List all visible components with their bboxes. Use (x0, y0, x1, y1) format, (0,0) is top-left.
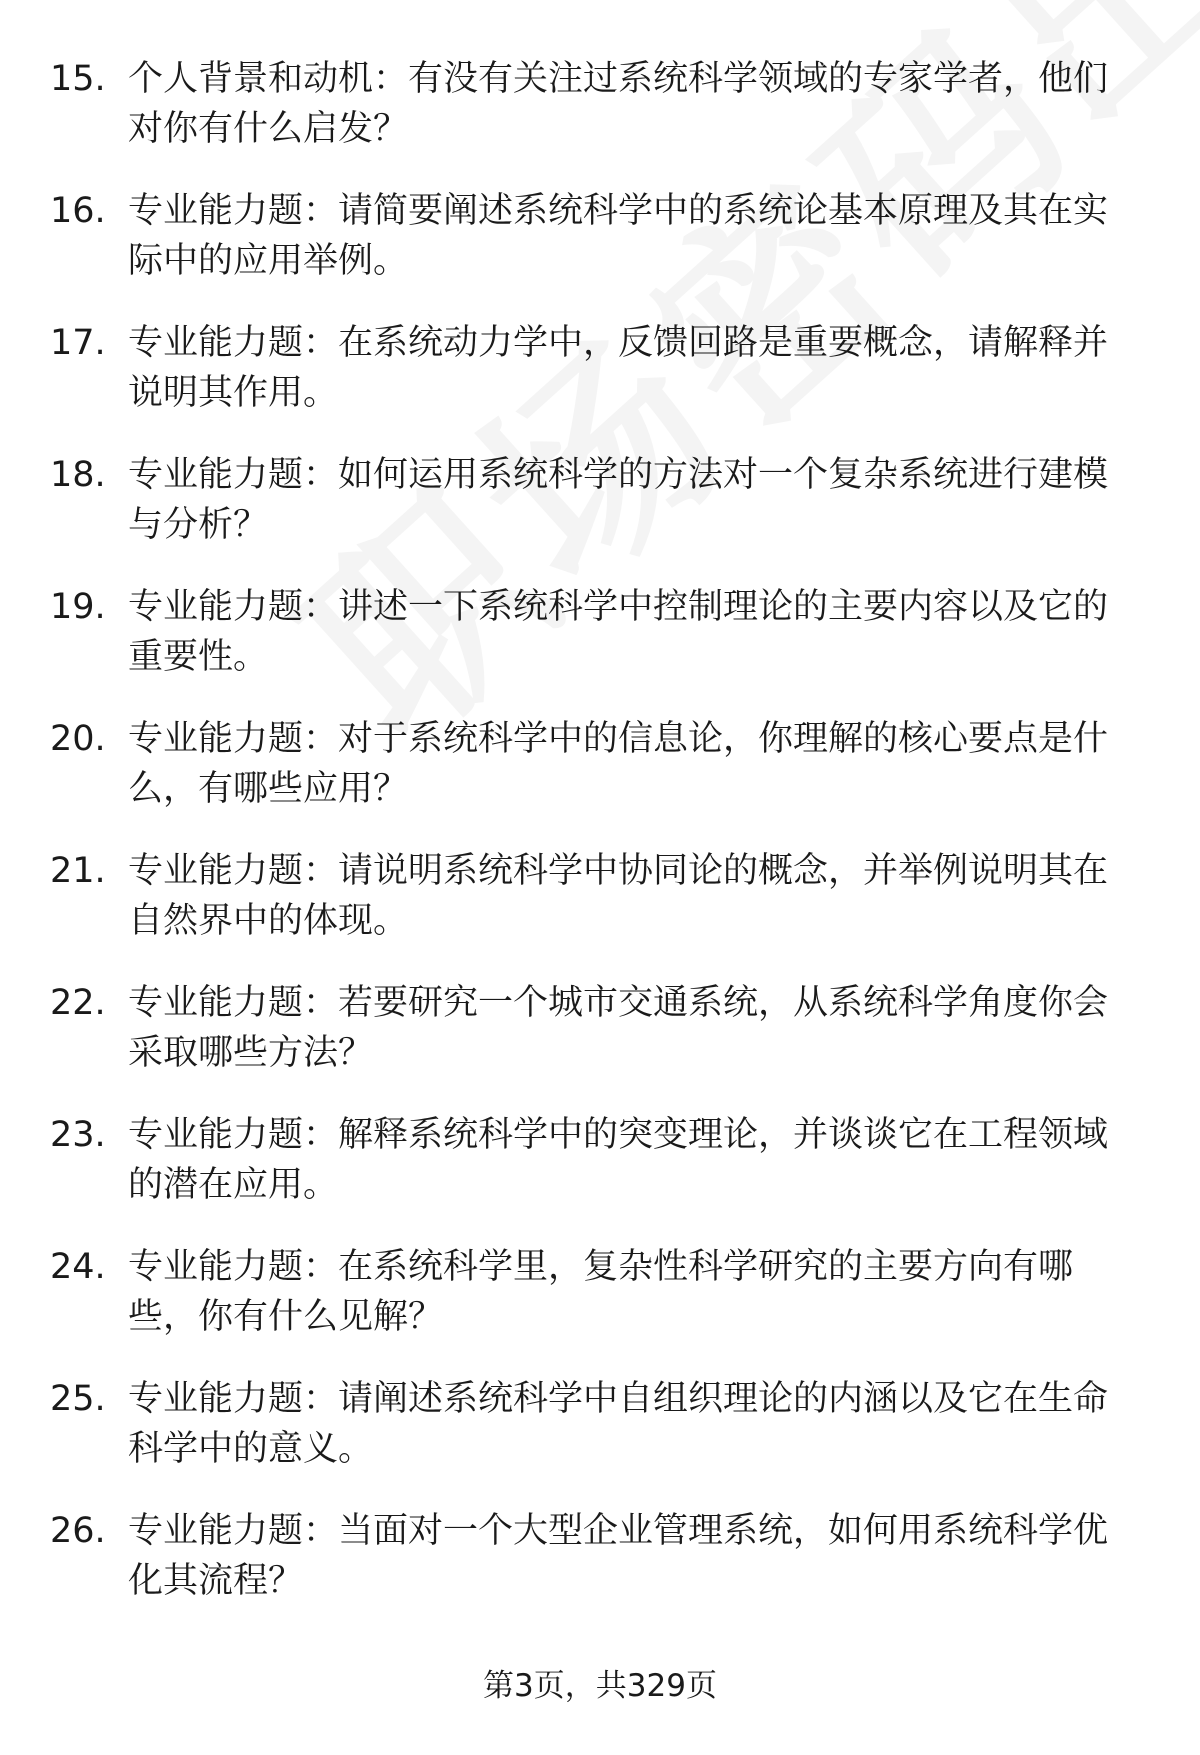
question-number: 20. (50, 719, 106, 759)
question-number: 26. (50, 1511, 106, 1551)
page-number-label: 第3页，共329页 (483, 1668, 717, 1704)
question-number: 22. (50, 983, 106, 1023)
question-text: 专业能力题：请说明系统科学中协同论的概念，并举例说明其在自然界中的体现。 (128, 851, 1109, 941)
question-text: 个人背景和动机：有没有关注过系统科学领域的专家学者，他们对你有什么启发？ (128, 59, 1109, 149)
question-text: 专业能力题：解释系统科学中的突变理论，并谈谈它在工程领域的潜在应用。 (128, 1115, 1109, 1205)
question-text: 专业能力题：当面对一个大型企业管理系统，如何用系统科学优化其流程？ (128, 1511, 1109, 1601)
question-item-16 (50, 186, 1140, 286)
question-item-21 (50, 846, 1140, 946)
question-item-18 (50, 450, 1140, 550)
question-item-23 (50, 1110, 1140, 1210)
question-text: 专业能力题：对于系统科学中的信息论，你理解的核心要点是什么，有哪些应用？ (128, 719, 1109, 809)
question-item-26 (50, 1506, 1140, 1606)
question-number: 24. (50, 1247, 106, 1287)
question-item-20 (50, 714, 1140, 814)
question-number: 21. (50, 851, 106, 891)
question-item-25 (50, 1374, 1140, 1474)
question-number: 25. (50, 1379, 106, 1419)
question-number: 17. (50, 323, 106, 363)
question-text: 专业能力题：在系统动力学中，反馈回路是重要概念，请解释并说明其作用。 (128, 323, 1109, 413)
question-text: 专业能力题：如何运用系统科学的方法对一个复杂系统进行建模与分析？ (128, 455, 1109, 545)
question-item-24 (50, 1242, 1140, 1342)
question-number: 18. (50, 455, 106, 495)
question-item-22 (50, 978, 1140, 1078)
question-number: 16. (50, 191, 106, 231)
question-item-19 (50, 582, 1140, 682)
question-text: 专业能力题：讲述一下系统科学中控制理论的主要内容以及它的重要性。 (128, 587, 1109, 677)
question-list (50, 54, 1140, 1638)
question-text: 专业能力题：在系统科学里，复杂性科学研究的主要方向有哪些，你有什么见解？ (128, 1247, 1074, 1337)
question-text: 专业能力题：若要研究一个城市交通系统，从系统科学角度你会采取哪些方法？ (128, 983, 1109, 1073)
question-number: 15. (50, 59, 106, 99)
page-footer (0, 1664, 1200, 1708)
question-item-15 (50, 54, 1140, 154)
question-text: 专业能力题：请阐述系统科学中自组织理论的内涵以及它在生命科学中的意义。 (128, 1379, 1109, 1469)
question-text: 专业能力题：请简要阐述系统科学中的系统论基本原理及其在实际中的应用举例。 (128, 191, 1109, 281)
question-item-17 (50, 318, 1140, 418)
question-number: 19. (50, 587, 106, 627)
question-number: 23. (50, 1115, 106, 1155)
